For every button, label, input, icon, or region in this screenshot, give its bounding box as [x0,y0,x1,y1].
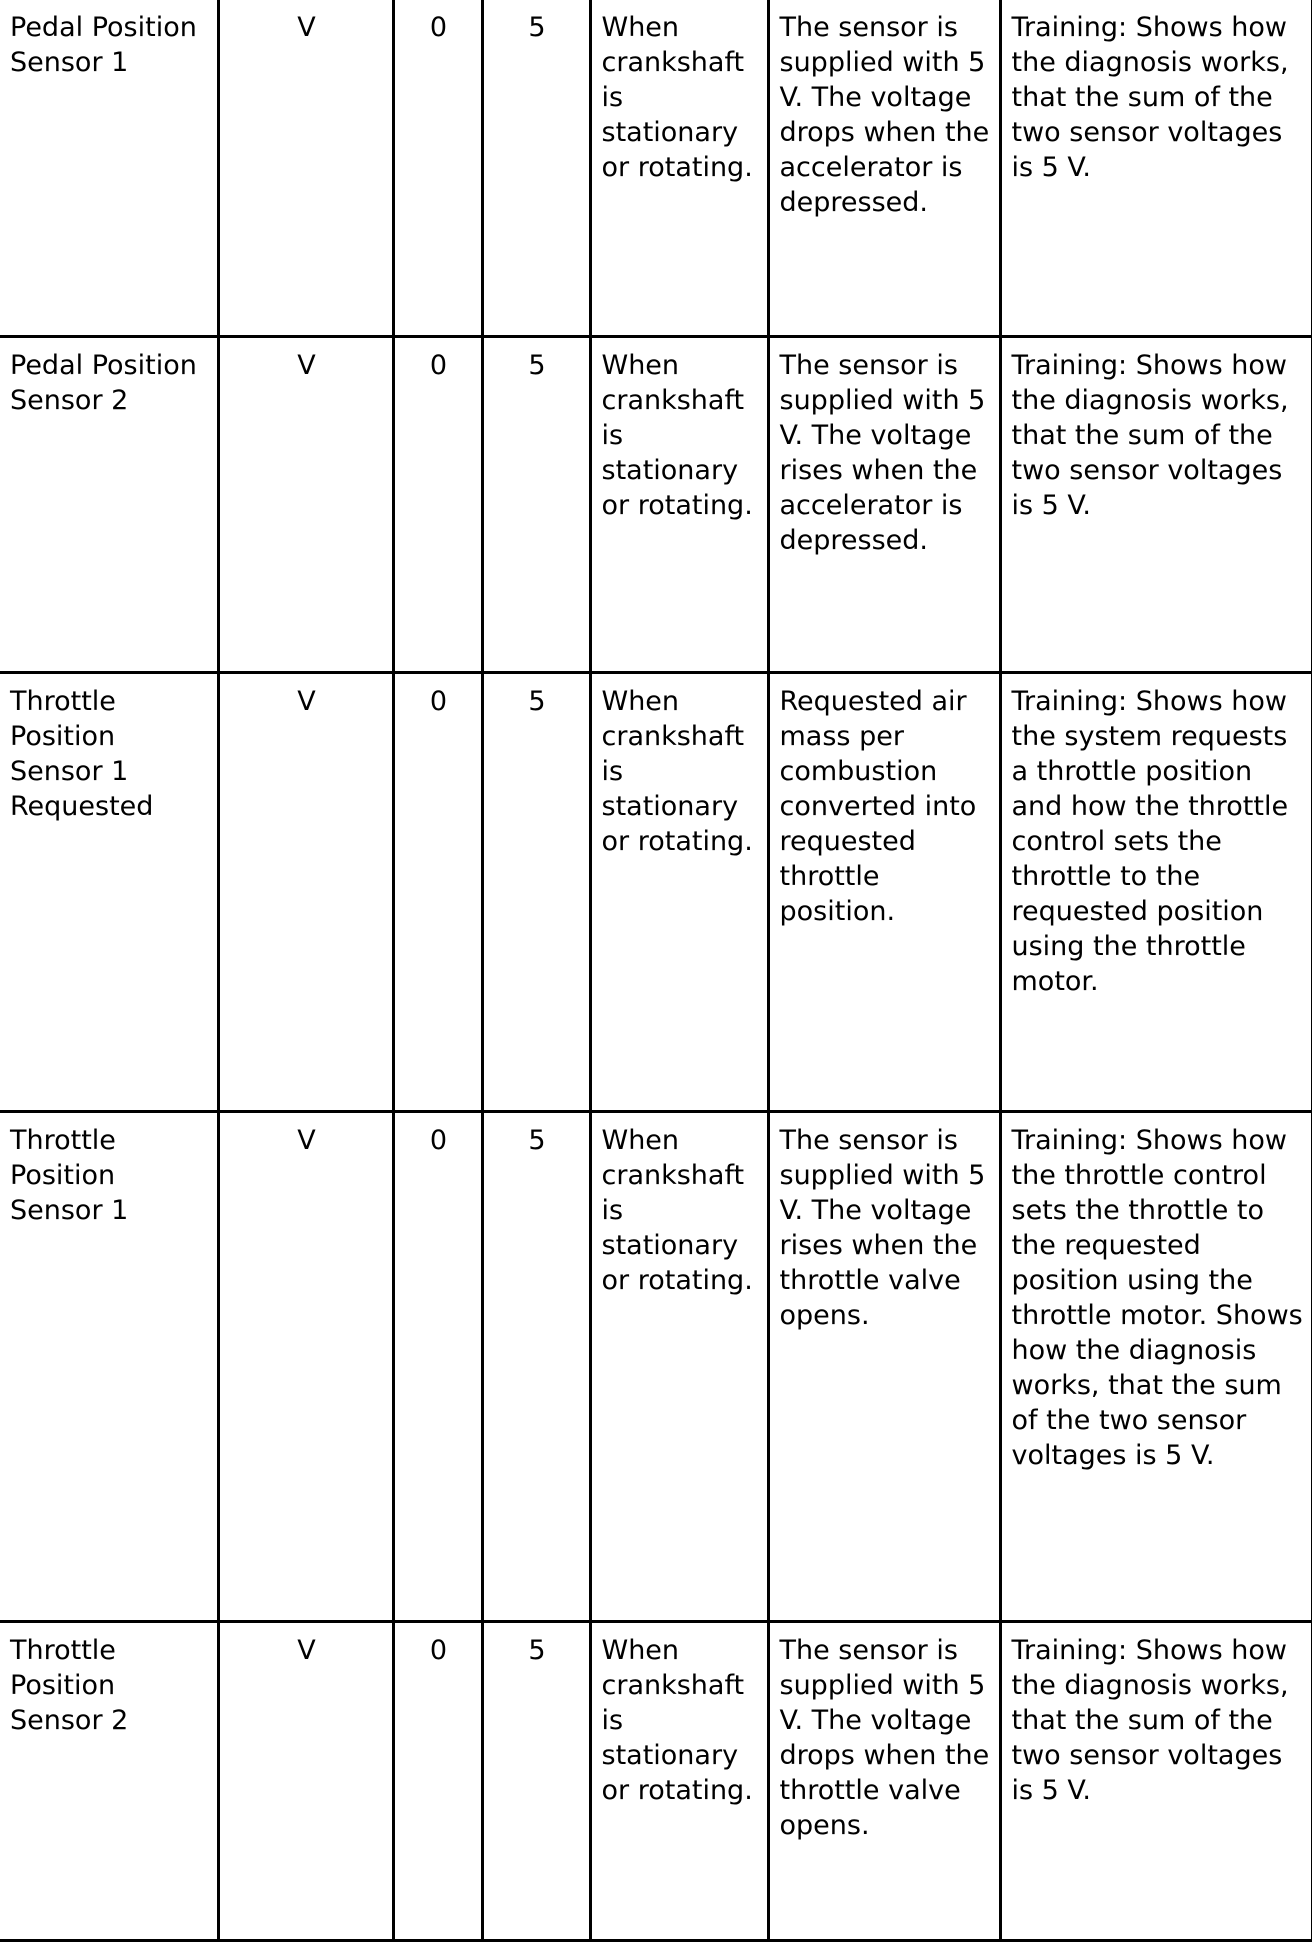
description-cell: Requested air mass per combustion converted into requested throttle position. [768,672,1000,1111]
table-row [0,672,1312,1111]
max-value-cell: 5 [482,0,590,336]
parameter-name-cell: Throttle Position Sensor 1 [0,1111,218,1621]
min-value-cell: 0 [393,336,482,672]
description-cell: The sensor is supplied with 5 V. The voltage rises when the throttle valve opens. [768,1111,1000,1621]
unit-cell: V [218,1621,393,1940]
condition-cell: When crankshaft is stationary or rotating. [590,672,768,1111]
max-value-cell: 5 [482,336,590,672]
unit-cell: V [218,1111,393,1621]
training-cell: Training: Shows how the system requests a throttle position and how the throttle control sets the throttle to the requested position using the throttle motor. [1000,672,1312,1111]
table-row [0,1621,1312,1940]
training-cell: Training: Shows how the diagnosis works, that the sum of the two sensor voltages is 5 V. [1000,336,1312,672]
training-cell: Training: Shows how the throttle control sets the throttle to the requested position using the throttle motor. Shows how the diagnosis works, that the sum of the two sensor voltages is 5 V. [1000,1111,1312,1621]
parameter-name-cell: Pedal Position Sensor 2 [0,336,218,672]
table-row [0,0,1312,336]
unit-cell: V [218,672,393,1111]
parameter-name-cell: Pedal Position Sensor 1 [0,0,218,336]
unit-cell: V [218,0,393,336]
condition-cell: When crankshaft is stationary or rotating. [590,1621,768,1940]
unit-cell: V [218,336,393,672]
min-value-cell: 0 [393,0,482,336]
description-cell: The sensor is supplied with 5 V. The voltage drops when the accelerator is depressed. [768,0,1000,336]
description-cell: The sensor is supplied with 5 V. The voltage drops when the throttle valve opens. [768,1621,1000,1940]
table-row [0,1111,1312,1621]
parameter-name-cell: Throttle Position Sensor 2 [0,1621,218,1940]
min-value-cell: 0 [393,672,482,1111]
description-cell: The sensor is supplied with 5 V. The voltage rises when the accelerator is depressed. [768,336,1000,672]
max-value-cell: 5 [482,1621,590,1940]
condition-cell: When crankshaft is stationary or rotating. [590,336,768,672]
training-cell: Training: Shows how the diagnosis works, that the sum of the two sensor voltages is 5 V. [1000,0,1312,336]
min-value-cell: 0 [393,1621,482,1940]
max-value-cell: 5 [482,1111,590,1621]
table-row [0,336,1312,672]
min-value-cell: 0 [393,1111,482,1621]
max-value-cell: 5 [482,672,590,1111]
condition-cell: When crankshaft is stationary or rotating. [590,0,768,336]
parameter-name-cell: Throttle Position Sensor 1 Requested [0,672,218,1111]
condition-cell: When crankshaft is stationary or rotating. [590,1111,768,1621]
training-cell: Training: Shows how the diagnosis works, that the sum of the two sensor voltages is 5 V. [1000,1621,1312,1940]
